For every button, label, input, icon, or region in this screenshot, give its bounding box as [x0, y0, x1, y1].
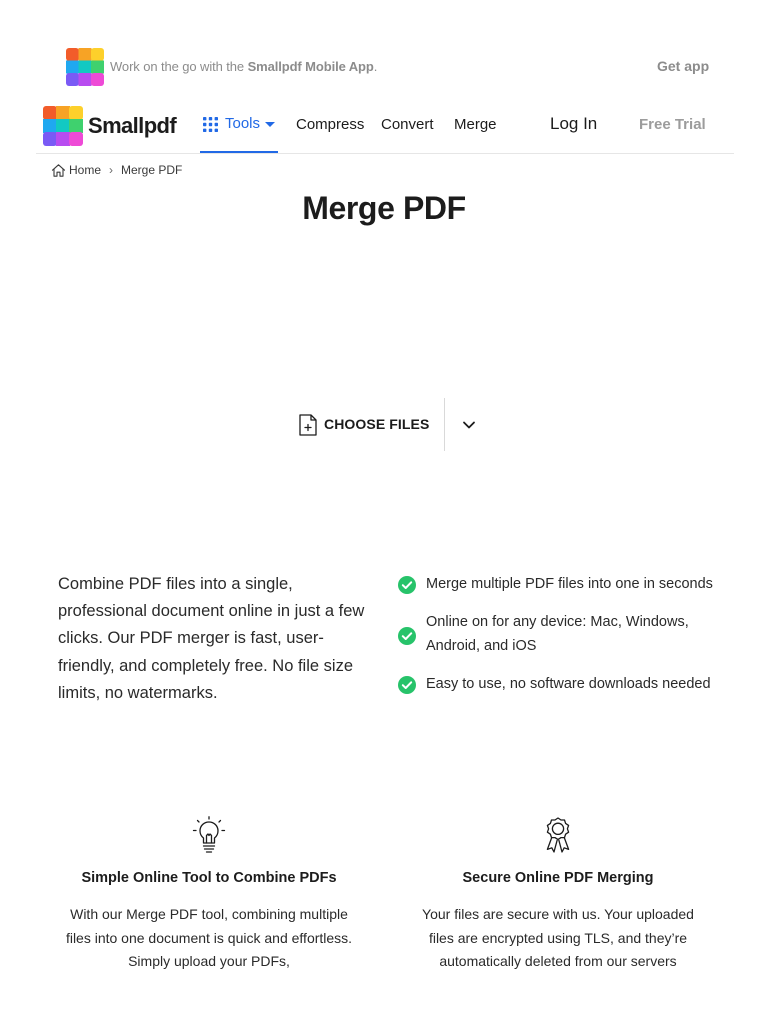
main-nav	[36, 100, 734, 154]
brand-name[interactable]: Smallpdf	[88, 113, 177, 138]
lightbulb-icon	[191, 816, 227, 856]
feature-text: Merge multiple PDF files into one in seconds	[426, 576, 713, 592]
breadcrumb-current: Merge PDF	[121, 163, 183, 177]
page-title: Merge PDF	[302, 190, 466, 226]
caret-down-icon	[265, 122, 275, 127]
smallpdf-logo-icon	[66, 48, 104, 86]
file-source-dropdown[interactable]	[446, 398, 492, 452]
card-title: Simple Online Tool to Combine PDFs	[81, 870, 337, 886]
breadcrumb-separator: ›	[109, 163, 113, 177]
app-promo-banner	[0, 44, 768, 90]
feature-text: Easy to use, no software downloads needed	[426, 676, 711, 692]
award-ribbon-icon	[540, 816, 576, 856]
add-file-icon	[299, 414, 317, 436]
tools-menu-button[interactable]	[200, 100, 278, 153]
promo-text	[110, 59, 377, 74]
check-circle-icon	[398, 676, 416, 694]
promo-app-name: Smallpdf Mobile App	[247, 59, 374, 74]
card-description: With our Merge PDF tool, combining multiple files into one document is quick and effortless. Simply upload your PDFs,	[65, 906, 353, 969]
tools-label: Tools	[225, 115, 261, 132]
divider	[444, 398, 445, 451]
promo-text-prefix: Work on the go with the	[110, 59, 248, 74]
card-title: Secure Online PDF Merging	[462, 870, 654, 886]
check-circle-icon	[398, 627, 416, 645]
nav-link-merge[interactable]: Merge	[454, 116, 497, 133]
card-description: Your files are secure with us. Your uploaded files are encrypted using TLS, and they’re automatically deleted from our servers	[422, 906, 694, 969]
file-picker	[288, 398, 492, 452]
breadcrumb-home-link[interactable]: Home	[69, 163, 102, 177]
intro-paragraph: Combine PDF files into a single, professional document online in just a few clicks. Our PDF merger is fast, user-friendly, and completely free. No file size limits, no watermarks.	[58, 575, 365, 702]
check-circle-icon	[398, 576, 416, 594]
home-icon[interactable]	[51, 163, 66, 178]
promo-text-suffix: .	[373, 59, 378, 74]
login-link[interactable]: Log In	[550, 114, 598, 133]
choose-files-label: CHOOSE FILES	[324, 416, 430, 432]
nav-link-convert[interactable]: Convert	[381, 116, 434, 133]
free-trial-button[interactable]: Free Trial	[639, 116, 706, 133]
nav-link-compress[interactable]: Compress	[296, 116, 365, 133]
feature-text: Online on for any device: Mac, Windows, Android, and iOS	[426, 614, 689, 654]
get-app-link[interactable]: Get app	[657, 58, 710, 74]
apps-grid-icon	[203, 117, 218, 132]
choose-files-button[interactable]	[288, 398, 444, 452]
smallpdf-logo-icon[interactable]	[43, 106, 83, 146]
chevron-down-icon	[462, 418, 476, 432]
